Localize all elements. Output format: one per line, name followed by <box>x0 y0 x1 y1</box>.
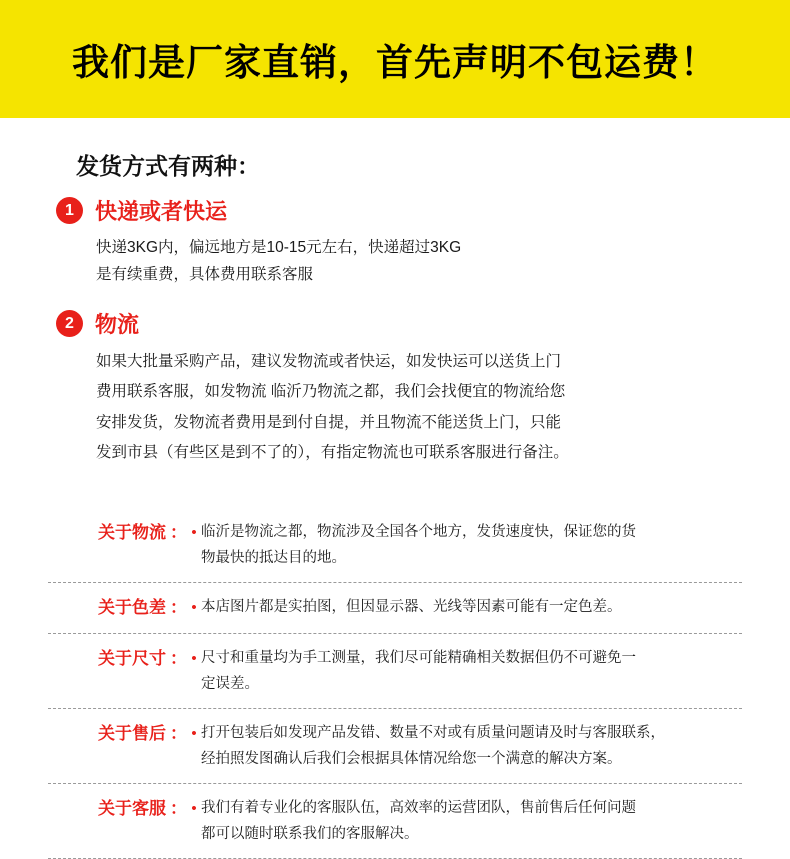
shipping-method-1-body <box>96 234 746 288</box>
faq-text <box>201 720 742 772</box>
spacer <box>44 474 746 500</box>
faq-label: 关于色差 <box>98 598 166 618</box>
spacer <box>44 294 746 308</box>
shipping-method-2-line: 安排发货，发物流者费用是到付自提，并且物流不能送货上门，只能 <box>96 413 562 431</box>
faq-label: 关于售后 <box>98 723 166 743</box>
shipping-method-2-title: 物流 <box>95 312 140 338</box>
shipping-section-title: 发货方式有两种： <box>76 153 260 179</box>
faq-colon: ： <box>170 523 187 543</box>
faq-row <box>48 709 742 784</box>
shipping-method-1-title: 快递或者快运 <box>95 199 228 224</box>
number-badge-icon: 2 <box>56 310 83 337</box>
bullet-icon: • <box>191 524 197 542</box>
bullet-icon: • <box>191 724 197 742</box>
faq-colon: ： <box>170 723 187 743</box>
shipping-method-1-line: 是有续重费，具体费用联系客服 <box>96 266 314 284</box>
bullet-icon: • <box>191 599 197 617</box>
faq-label: 关于尺寸 <box>98 648 166 668</box>
faq-text-line: 我们有着专业化的客服队伍，高效率的运营团队，售前售后任何问题 <box>201 799 636 816</box>
faq-list <box>44 508 746 859</box>
faq-text-line: 物最快的抵达目的地。 <box>201 550 346 567</box>
faq-row <box>48 583 742 633</box>
faq-label: 关于客服 <box>98 798 166 818</box>
shipping-method-2-line: 发到市县（有些区是到不了的），有指定物流也可联系客服进行备注。 <box>96 443 569 461</box>
faq-label: 关于物流 <box>98 523 166 543</box>
faq-colon: ： <box>170 648 187 668</box>
faq-text <box>201 645 742 697</box>
faq-row <box>48 634 742 709</box>
faq-text <box>201 795 742 847</box>
number-badge-icon: 1 <box>56 197 83 224</box>
shipping-method-2 <box>44 308 746 468</box>
shipping-method-2-line: 费用联系客服，如发物流 临沂乃物流之都，我们会找便宜的物流给您 <box>96 383 566 401</box>
shipping-method-2-body <box>96 347 746 468</box>
shipping-method-1 <box>44 195 746 288</box>
headline-banner <box>0 0 790 118</box>
faq-row <box>48 508 742 583</box>
shipping-method-1-head <box>56 195 746 226</box>
faq-text-line: 临沂是物流之都，物流涉及全国各个地方，发货速度快，保证您的货 <box>201 524 636 541</box>
faq-text <box>201 519 742 571</box>
shipping-method-1-line: 快递3KG内，偏远地方是10-15元左右，快递超过3KG <box>96 239 462 256</box>
faq-text-line: 打开包装后如发现产品发错、数量不对或有质量问题请及时与客服联系， <box>201 724 665 741</box>
faq-text-line: 定误差。 <box>201 675 259 692</box>
faq-text <box>201 594 742 620</box>
bullet-icon: • <box>191 649 197 667</box>
bullet-icon: • <box>191 799 197 817</box>
headline-text: 我们是厂家直销，首先声明不包运费！ <box>72 42 718 83</box>
faq-row <box>48 784 742 859</box>
faq-text-line: 尺寸和重量均为手工测量，我们尽可能精确相关数据但仍不可避免一 <box>201 649 636 666</box>
faq-colon: ： <box>170 798 187 818</box>
shipping-method-2-head <box>56 308 746 339</box>
faq-text-line: 都可以随时联系我们的客服解决。 <box>201 826 419 843</box>
faq-colon: ： <box>170 598 187 618</box>
page-content <box>0 118 790 859</box>
faq-text-line: 经拍照发图确认后我们会根据具体情况给您一个满意的解决方案。 <box>201 750 622 767</box>
shipping-method-2-line: 如果大批量采购产品，建议发物流或者快运，如发快运可以送货上门 <box>96 353 562 371</box>
faq-text-line: 本店图片都是实拍图，但因显示器、光线等因素可能有一定色差。 <box>201 599 622 616</box>
